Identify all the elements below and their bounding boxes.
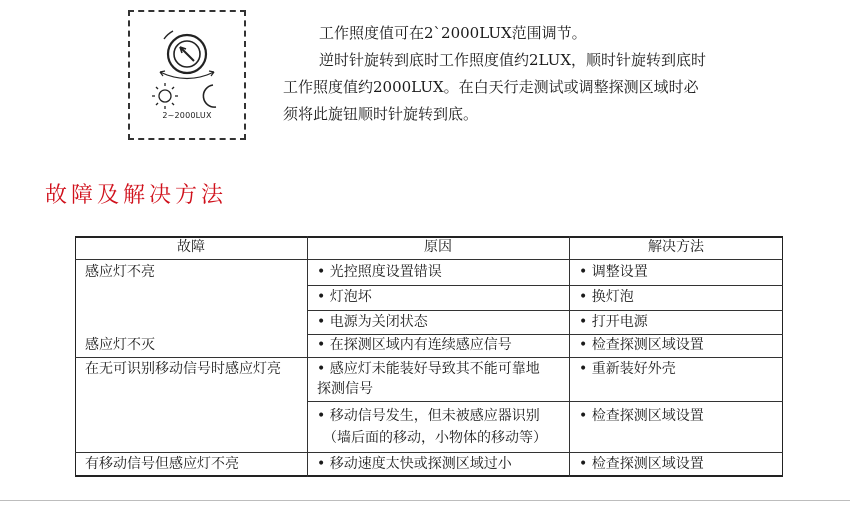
desc-line-2: 逆时针旋转到底时工作照度值约2LUX，顺时针旋转到底时 xyxy=(319,51,707,69)
desc-line-4: 须将此旋钮顺时针旋转到底。 xyxy=(283,105,479,123)
cause-cell: • 在探测区域内有连续感应信号 xyxy=(317,337,512,353)
moon-icon xyxy=(203,85,216,107)
solution-cell: • 打开电源 xyxy=(579,314,648,330)
fault-cell: 感应灯不灭 xyxy=(85,337,155,353)
solution-cell: • 重新装好外壳 xyxy=(579,361,676,377)
cause-cell: • 感应灯未能装好导致其不能可靠地 xyxy=(317,361,540,377)
row-divider xyxy=(307,401,783,402)
section-title: 故障及解决方法 xyxy=(45,183,228,208)
knob-rotation-icon xyxy=(160,31,214,79)
knob-illustration xyxy=(128,10,246,140)
cause-cell: • 灯泡坏 xyxy=(317,289,372,305)
solution-cell: • 检查探测区域设置 xyxy=(579,408,704,424)
cause-cell: • 移动信号发生，但未被感应器识别 xyxy=(317,408,540,424)
solution-cell: • 检查探测区域设置 xyxy=(579,456,704,472)
range-label: 2~2000LUX xyxy=(162,111,212,120)
header-cause: 原因 xyxy=(424,239,452,255)
row-divider xyxy=(75,357,783,358)
solution-cell: • 换灯泡 xyxy=(579,289,634,305)
knob-description xyxy=(283,20,823,128)
cause-cell-continued: 探测信号 xyxy=(317,381,373,397)
sun-icon xyxy=(152,83,178,109)
cause-cell: • 电源为关闭状态 xyxy=(317,314,428,330)
row-divider xyxy=(307,285,783,286)
solution-cell: • 检查探测区域设置 xyxy=(579,337,704,353)
desc-line-1: 工作照度值可在2`2000LUX范围调节。 xyxy=(319,24,587,42)
desc-line-3: 工作照度值约2000LUX。在白天行走测试或调整探测区域时必 xyxy=(283,78,699,96)
row-divider xyxy=(75,452,783,453)
fault-cell: 感应灯不亮 xyxy=(85,264,155,280)
page-bottom-rule xyxy=(0,500,850,501)
header-solution: 解决方法 xyxy=(648,239,704,255)
troubleshooting-table xyxy=(75,236,783,477)
solution-cell: • 调整设置 xyxy=(579,264,648,280)
knob-graphic xyxy=(130,12,248,142)
cause-cell-continued: （墙后面的移动，小物体的移动等） xyxy=(323,430,547,446)
header-divider xyxy=(75,259,783,260)
fault-cell: 在无可识别移动信号时感应灯亮 xyxy=(85,361,281,377)
fault-cell: 有移动信号但感应灯不亮 xyxy=(85,456,239,472)
header-fault: 故障 xyxy=(177,239,205,255)
cause-cell: • 移动速度太快或探测区域过小 xyxy=(317,456,512,472)
row-divider xyxy=(307,310,783,311)
cause-cell: • 光控照度设置错误 xyxy=(317,264,442,280)
